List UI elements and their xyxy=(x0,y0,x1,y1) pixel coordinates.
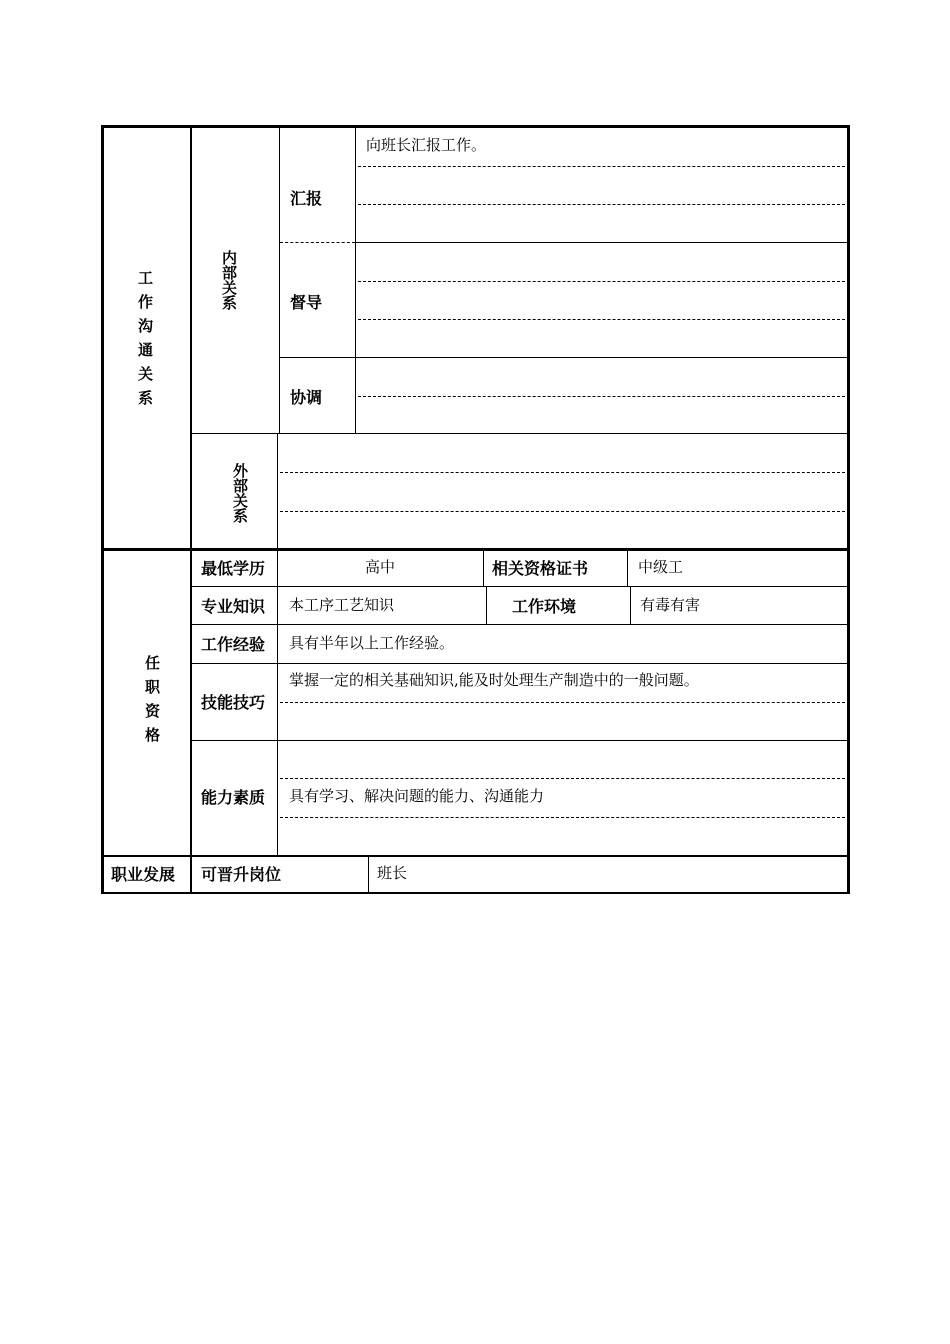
skills-value: 掌握一定的相关基础知识,能及时处理生产制造中的一般问题。 xyxy=(289,671,699,689)
promotion-label: 可晋升岗位 xyxy=(201,865,282,884)
knowledge-label: 专业知识 xyxy=(201,597,266,616)
skills-label: 技能技巧 xyxy=(201,693,266,712)
certificate-value: 中级工 xyxy=(638,558,684,576)
comm-section-label: 工作沟通关系 xyxy=(136,270,154,414)
career-section-label: 职业发展 xyxy=(111,865,176,884)
qual-section-label: 任职资格 xyxy=(143,655,161,751)
internal-label: 内部关系 xyxy=(220,250,238,310)
education-value: 高中 xyxy=(365,558,396,576)
knowledge-value: 本工序工艺知识 xyxy=(289,596,395,614)
report-label: 汇报 xyxy=(290,189,323,208)
ability-value: 具有学习、解决问题的能力、沟通能力 xyxy=(289,787,545,805)
supervise-label: 督导 xyxy=(290,293,323,312)
coordinate-label: 协调 xyxy=(290,388,323,407)
external-label: 外部关系 xyxy=(231,463,249,523)
environment-label: 工作环境 xyxy=(512,597,577,616)
experience-value: 具有半年以上工作经验。 xyxy=(289,634,455,652)
education-label: 最低学历 xyxy=(201,559,266,578)
environment-value: 有毒有害 xyxy=(640,596,701,614)
certificate-label: 相关资格证书 xyxy=(492,559,589,578)
promotion-value: 班长 xyxy=(377,864,408,882)
ability-label: 能力素质 xyxy=(201,788,266,807)
experience-label: 工作经验 xyxy=(201,635,266,654)
report-text: 向班长汇报工作。 xyxy=(366,136,487,154)
